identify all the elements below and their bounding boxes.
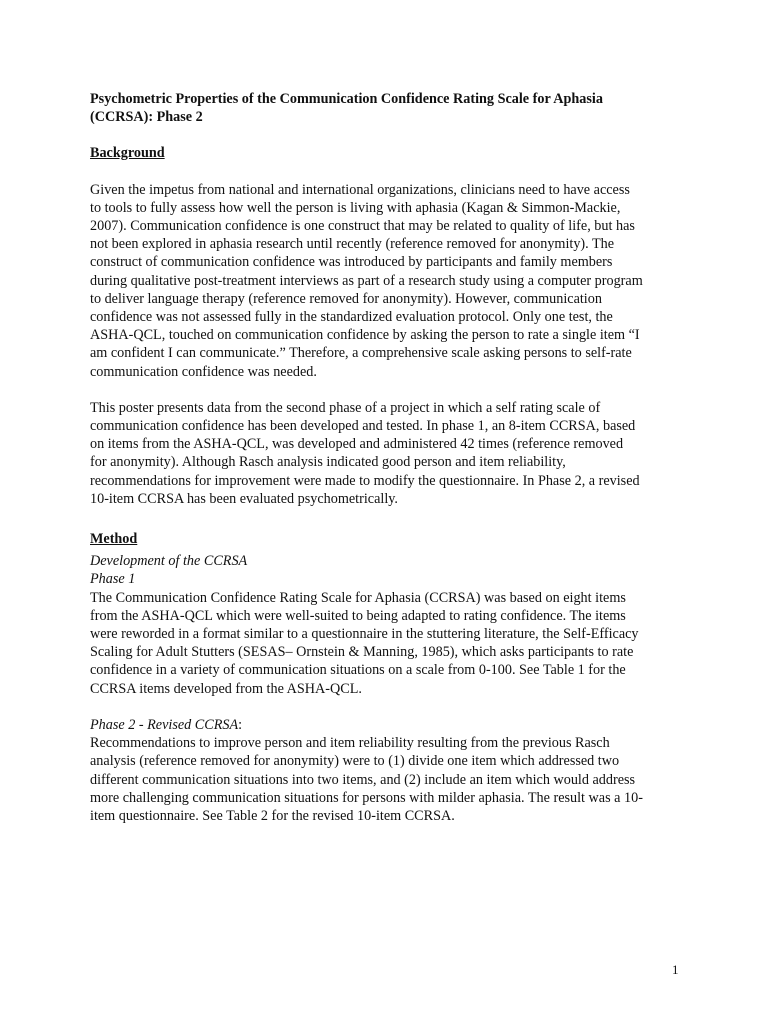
method-heading: Method	[90, 531, 138, 548]
text-line: Scaling for Adult Stutters (SESAS– Ornstein & Manning, 1985), which asks participants to rate	[90, 644, 634, 661]
text-line: from the ASHA-QCL which were well-suited to being adapted to rating confidence. The items	[90, 607, 626, 624]
text-line: during qualitative post-treatment interviews as part of a research study using a computer program	[90, 272, 643, 289]
document-body	[90, 90, 680, 825]
text-line: am confident I can communicate.” Therefore, a comprehensive scale asking persons to self-rate	[90, 345, 632, 362]
background-heading: Background	[90, 145, 165, 162]
text-line: to tools to fully assess how well the person is living with aphasia (Kagan & Simmon-Mackie,	[90, 199, 621, 216]
text-line: Recommendations to improve person and item reliability resulting from the previous Rasch	[90, 735, 610, 752]
method-subheading-phase2	[90, 716, 680, 734]
text-line: This poster presents data from the second phase of a project in which a self rating scale of	[90, 399, 601, 416]
text-line: communication confidence has been developed and tested. In phase 1, an 8-item CCRSA, based	[90, 418, 636, 435]
text-line: analysis (reference removed for anonymity) were to (1) divide one item which addressed two	[90, 753, 620, 770]
method-paragraph-1	[90, 589, 680, 698]
text-line: The Communication Confidence Rating Scale for Aphasia (CCRSA) was based on eight items	[90, 589, 626, 606]
text-line: ASHA-QCL, touched on communication confidence by asking the person to rate a single item “I	[90, 327, 640, 344]
text-line: not been explored in aphasia research until recently (reference removed for anonymity). The	[90, 236, 615, 253]
phase2-subheading-text: Phase 2 - Revised CCRSA	[90, 716, 239, 733]
title-line: Psychometric Properties of the Communication Confidence Rating Scale for Aphasia	[90, 91, 603, 107]
page-number: 1	[672, 962, 679, 977]
text-line: 10-item CCRSA has been evaluated psychometrically.	[90, 490, 398, 507]
text-line: recommendations for improvement were made to modify the questionnaire. In Phase 2, a revised	[90, 472, 640, 489]
text-line: on items from the ASHA-QCL, was developed and administered 42 times (reference removed	[90, 436, 624, 453]
text-line: Given the impetus from national and international organizations, clinicians need to have access	[90, 181, 630, 198]
text-line: CCRSA items developed from the ASHA-QCL.	[90, 680, 362, 697]
text-line: were reworded in a format similar to a questionnaire in the stuttering literature, the Self-Efficacy	[90, 626, 639, 643]
text-line: construct of communication confidence was introduced by participants and family members	[90, 254, 613, 271]
document-title	[90, 90, 680, 126]
phase2-subheading-colon: :	[238, 716, 243, 733]
text-line: 2007). Communication confidence is one construct that may be related to quality of life, but has	[90, 218, 635, 235]
text-line: communication confidence was needed.	[90, 363, 317, 380]
background-paragraph-1	[90, 181, 680, 381]
text-line: confidence was not assessed fully in the standardized evaluation protocol. Only one test, the	[90, 309, 613, 326]
text-line: for anonymity). Although Rasch analysis indicated good person and item reliability,	[90, 454, 566, 471]
text-line: confidence in a variety of communication situations on a scale from 0-100. See Table 1 for the	[90, 662, 626, 679]
text-line: different communication situations into two items, and (2) include an item which would address	[90, 771, 636, 788]
title-line: (CCRSA): Phase 2	[90, 109, 203, 126]
method-subheading-development: Development of the CCRSA	[90, 553, 248, 570]
method-subheading-phase1: Phase 1	[90, 571, 136, 588]
method-paragraph-2	[90, 734, 680, 825]
text-line: to deliver language therapy (reference removed for anonymity). However, communication	[90, 290, 602, 307]
text-line: more challenging communication situations for persons with milder aphasia. The result was a 10-	[90, 789, 643, 806]
text-line: item questionnaire. See Table 2 for the revised 10-item CCRSA.	[90, 807, 455, 824]
background-paragraph-2	[90, 399, 680, 508]
